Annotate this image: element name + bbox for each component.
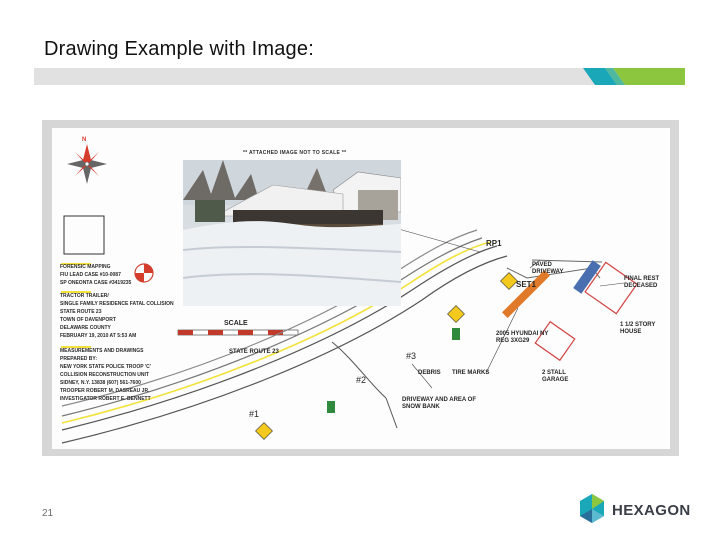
legend-box (64, 216, 104, 254)
compass-rose-icon (67, 144, 107, 184)
legend-line: NEW YORK STATE POLICE TROOP 'C' (60, 364, 151, 370)
road-sign-marker-icon (256, 423, 273, 440)
scale-bar (178, 330, 298, 335)
title-bar-accent-graphic (583, 68, 685, 85)
legend-line: SINGLE FAMILY RESIDENCE FATAL COLLISION (60, 301, 174, 307)
legend-agency (60, 263, 190, 287)
legend-line: TRACTOR TRAILER/ (60, 293, 109, 299)
tire-marks-label: TIRE MARKS (452, 370, 490, 376)
legend-line: FIU LEAD CASE #10-0087 (60, 272, 121, 278)
final-rest-label: FINAL REST DECEASED (624, 276, 660, 289)
legend-line: TROOPER ROBERT M. DASREAU JR. (60, 388, 150, 394)
legend-prepared (60, 347, 190, 403)
scene-photo (183, 160, 401, 306)
legend-line: SP ONEONTA CASE #3419235 (60, 280, 132, 286)
north-label: N (82, 137, 87, 143)
evidence-marker-green (452, 328, 460, 340)
not-to-scale-note: ** ATTACHED IMAGE NOT TO SCALE ** (243, 150, 347, 156)
marker-3-label: #3 (406, 351, 417, 361)
debris-label: DEBRIS (418, 370, 441, 376)
legend-line: MEASUREMENTS AND DRAWINGS (60, 348, 144, 354)
title-divider-bar (34, 68, 685, 85)
legend-line: STATE ROUTE 23 (60, 309, 102, 315)
legend-line: TOWN OF DAVENPORT (60, 317, 116, 323)
page-number: 21 (42, 508, 54, 519)
rp1-label: RP1 (486, 239, 502, 248)
legend-incident (60, 292, 190, 340)
state-route-label: STATE ROUTE 23 (229, 349, 279, 355)
paved-driveway-label: PAVED DRIVEWAY (532, 262, 564, 275)
driveway-snow-label: DRIVEWAY AND AREA OF SNOW BANK (402, 397, 477, 410)
legend-line: COLLISION RECONSTRUCTION UNIT (60, 372, 149, 378)
set1-label: SET1 (516, 280, 537, 289)
scale-label: SCALE (224, 320, 248, 327)
evidence-marker-green (327, 401, 335, 413)
legend-line: INVESTIGATOR ROBERT E. BENNETT (60, 396, 151, 402)
legend-line: PREPARED BY: (60, 356, 98, 362)
marker-2-label: #2 (356, 375, 367, 385)
hexagon-logo-text: HEXAGON (612, 502, 691, 519)
marker-1-label: #1 (249, 409, 260, 419)
legend-line: FEBRUARY 19, 2010 AT 5:53 AM (60, 333, 137, 339)
legend-line: DELAWARE COUNTY (60, 325, 111, 331)
road-sign-marker-icon (501, 273, 518, 290)
road-sign-marker-icon (448, 306, 465, 323)
garage-label: 2 STALL GARAGE (542, 370, 569, 383)
legend-line: FORENSIC MAPPING (60, 264, 111, 270)
legend-line: SIDNEY, N.Y. 13838 (607) 561-7600 (60, 380, 141, 386)
slide-title: Drawing Example with Image: (44, 38, 314, 60)
house-label: 1 1/2 STORY HOUSE (620, 322, 656, 335)
vehicle-label: 2005 HYUNDAI NY REG 3XG29 (496, 331, 549, 344)
